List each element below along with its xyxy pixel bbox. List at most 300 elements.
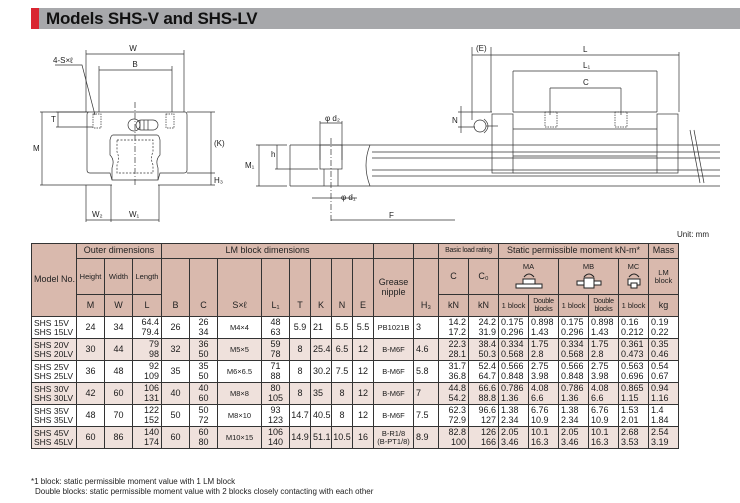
cell-L1-value: 59 xyxy=(270,339,281,350)
cell-C0-load xyxy=(469,405,499,427)
cell-B-value: 50 xyxy=(170,409,181,420)
cell-nipple-value: B-M6F xyxy=(382,366,405,376)
cell-K-value: 30.2 xyxy=(313,365,331,376)
cell-B-value: 32 xyxy=(170,343,181,354)
cell-N-value: 8 xyxy=(339,387,345,398)
cell-T xyxy=(290,361,311,383)
cell-MB-2-value: 4.08 xyxy=(591,383,609,394)
cell-model-value-lv: SHS 25LV xyxy=(34,370,74,381)
cell-MB-1 xyxy=(559,361,589,383)
cell-MC-1-value-lv: 3.53 xyxy=(621,436,639,447)
cell-C-load xyxy=(439,317,469,339)
cell-E-value: 16 xyxy=(357,431,368,442)
cell-E-value: 12 xyxy=(357,409,368,420)
cell-T-value: 14.9 xyxy=(291,431,309,442)
cell-MA-2-value-lv: 1.43 xyxy=(531,326,549,337)
cell-H3 xyxy=(414,427,439,449)
cell-MA-1-value-lv: 0.568 xyxy=(501,348,524,359)
cell-MA-2 xyxy=(529,361,559,383)
cell-M-value: 30 xyxy=(85,343,96,354)
cell-MA-1-value: 0.175 xyxy=(501,317,524,328)
cell-mass-value-lv: 3.19 xyxy=(651,436,669,447)
cell-MB-2 xyxy=(589,405,619,427)
cell-C0-load-value: 24.2 xyxy=(478,317,496,328)
cell-C-load-value: 44.8 xyxy=(448,383,466,394)
cell-model-value: SHS 45V xyxy=(34,427,69,438)
cell-mass-value-lv: 0.22 xyxy=(651,326,669,337)
cell-MA-1 xyxy=(499,317,529,339)
cell-MB-2-value: 10.1 xyxy=(591,427,609,438)
cell-MA-1-value-lv: 0.296 xyxy=(501,326,524,337)
cell-W xyxy=(105,339,133,361)
cell-L1 xyxy=(262,317,290,339)
cell-H3-value: 3 xyxy=(416,321,422,332)
cell-MA-2-value-lv: 6.6 xyxy=(531,392,544,403)
cell-L-value: 106 xyxy=(143,383,159,394)
cell-MA-1-value: 0.566 xyxy=(501,361,524,372)
header-basic-load-rating: Basic load rating xyxy=(439,244,499,259)
cell-MA-2-value: 0.898 xyxy=(531,317,554,328)
cell-C-value-lv: 72 xyxy=(198,414,209,425)
cell-T xyxy=(290,317,311,339)
cell-L-value: 140 xyxy=(143,427,159,438)
cell-C0-load-value: 38.4 xyxy=(478,339,496,350)
cell-L1 xyxy=(262,427,290,449)
cell-C0-load-value: 126 xyxy=(480,427,496,438)
header-kg: kg xyxy=(649,295,679,317)
label-M1: M₁ xyxy=(245,161,255,170)
cell-mass xyxy=(649,317,679,339)
cell-B-value: 40 xyxy=(170,387,181,398)
cell-M xyxy=(77,405,105,427)
label-W1: W₁ xyxy=(129,210,140,219)
cell-mass-value: 2.54 xyxy=(651,427,669,438)
cell-L-value: 122 xyxy=(143,405,159,416)
cell-W xyxy=(105,427,133,449)
cell-K xyxy=(311,383,332,405)
label-h: h xyxy=(271,150,276,159)
cell-H3-value: 7 xyxy=(416,387,422,398)
cell-H3 xyxy=(414,383,439,405)
cell-H3-value: 4.6 xyxy=(416,343,429,354)
cell-mass xyxy=(649,361,679,383)
cell-MB-1 xyxy=(559,317,589,339)
cell-K-value: 51.1 xyxy=(313,431,331,442)
cell-E xyxy=(353,317,374,339)
cell-E-value: 12 xyxy=(357,387,368,398)
cell-K xyxy=(311,361,332,383)
cell-C-load xyxy=(439,339,469,361)
cell-L-value-lv: 98 xyxy=(148,348,159,359)
cell-E xyxy=(353,427,374,449)
cell-N xyxy=(332,339,353,361)
cell-nipple-value: B-M6F xyxy=(382,410,405,420)
cell-MB-1-value: 2.05 xyxy=(561,427,579,438)
cell-C-load xyxy=(439,383,469,405)
cell-MC-1 xyxy=(619,405,649,427)
header-lm-block: LM block xyxy=(649,259,679,295)
cell-model-value: SHS 30V xyxy=(34,383,69,394)
label-screw: 4-S×ℓ xyxy=(53,56,73,65)
cell-N xyxy=(332,383,353,405)
header-outer-dimensions: Outer dimensions xyxy=(77,244,162,259)
cell-mass-value: 0.54 xyxy=(651,361,669,372)
header-width: Width xyxy=(105,259,133,295)
header-static-moment: Static permissible moment kN-m* xyxy=(499,244,649,259)
cell-T-value: 5.9 xyxy=(293,321,307,332)
cell-T-value: 8 xyxy=(297,343,303,354)
cell-M xyxy=(77,361,105,383)
cell-Sxl xyxy=(218,405,262,427)
cell-Sxl xyxy=(218,383,262,405)
cell-MA-2-value: 2.75 xyxy=(531,361,549,372)
cell-L-value-lv: 174 xyxy=(143,436,159,447)
cell-C0-load-value: 96.6 xyxy=(478,405,496,416)
label-W: W xyxy=(129,44,137,53)
cell-MA-1 xyxy=(499,405,529,427)
header-L1: L₁ xyxy=(262,259,290,317)
cell-model xyxy=(32,405,77,427)
cell-MA-1-value: 2.05 xyxy=(501,427,519,438)
cell-C-load-value-lv: 54.2 xyxy=(448,392,466,403)
header-model-no: Model No. xyxy=(32,244,77,317)
cell-MA-1-value: 1.38 xyxy=(501,405,519,416)
unit-label: Unit: mm xyxy=(677,230,709,239)
cell-L1 xyxy=(262,361,290,383)
cell-C0-load-value-lv: 88.8 xyxy=(478,392,496,403)
cell-model xyxy=(32,361,77,383)
cell-Sxl-value: M10×15 xyxy=(225,432,254,442)
cell-Sxl xyxy=(218,361,262,383)
moment-pitch-icon xyxy=(511,270,547,290)
cell-Sxl xyxy=(218,339,262,361)
cell-T-value: 8 xyxy=(297,365,303,376)
table-row xyxy=(32,427,679,449)
cell-C-load-value: 14.2 xyxy=(448,317,466,328)
cell-nipple-value: B-M6F xyxy=(382,344,405,354)
label-M: M xyxy=(33,144,40,153)
cell-E xyxy=(353,339,374,361)
cell-MC-1-value-lv: 0.696 xyxy=(621,370,644,381)
cell-C xyxy=(190,427,218,449)
header-W: W xyxy=(105,295,133,317)
cell-M-value: 24 xyxy=(85,321,96,332)
cell-W-value: 70 xyxy=(113,409,124,420)
cell-C xyxy=(190,317,218,339)
cell-C0-load-value-lv: 31.9 xyxy=(478,326,496,337)
cell-C-value-lv: 50 xyxy=(198,348,209,359)
header-kN-2: kN xyxy=(469,295,499,317)
cell-nipple-value: B-M6F xyxy=(382,388,405,398)
header-C-load: C xyxy=(439,259,469,295)
label-L1: L₁ xyxy=(583,61,591,70)
cell-MB-1-value-lv: 0.848 xyxy=(561,370,584,381)
cell-MA-1-value: 0.786 xyxy=(501,383,524,394)
cell-model-value-lv: SHS 35LV xyxy=(34,414,74,425)
table-row xyxy=(32,361,679,383)
header-T: T xyxy=(290,259,311,317)
header-L: L xyxy=(133,295,162,317)
cell-MA-1-value-lv: 1.36 xyxy=(501,392,519,403)
cell-N-value: 6.5 xyxy=(335,343,349,354)
cell-M xyxy=(77,317,105,339)
cell-T-value: 8 xyxy=(297,387,303,398)
header-E: E xyxy=(353,259,374,317)
cell-nipple xyxy=(374,427,414,449)
cell-MC-1-value-lv: 0.473 xyxy=(621,348,644,359)
cell-C0-load xyxy=(469,317,499,339)
cell-W-value: 60 xyxy=(113,387,124,398)
cell-E xyxy=(353,383,374,405)
cell-L-value-lv: 131 xyxy=(143,392,159,403)
cell-MA-2 xyxy=(529,405,559,427)
cell-MB-1-value-lv: 1.36 xyxy=(561,392,579,403)
cell-L1-value-lv: 88 xyxy=(270,370,281,381)
cell-C xyxy=(190,361,218,383)
cell-MB-1 xyxy=(559,383,589,405)
cell-MB-1-value-lv: 0.296 xyxy=(561,326,584,337)
cell-L1-value: 71 xyxy=(270,361,281,372)
cell-C xyxy=(190,405,218,427)
cell-B-value: 60 xyxy=(170,431,181,442)
cell-L1 xyxy=(262,339,290,361)
cell-N xyxy=(332,427,353,449)
cell-MB-2-value: 2.75 xyxy=(591,361,609,372)
cell-Sxl-value: M5×5 xyxy=(230,344,249,354)
cell-H3-value: 8.9 xyxy=(416,431,429,442)
cell-mass-value-lv: 0.46 xyxy=(651,348,669,359)
cell-MB-2-value-lv: 2.8 xyxy=(591,348,604,359)
cell-K-value: 35 xyxy=(313,387,324,398)
cell-Sxl-value: M8×10 xyxy=(227,410,252,420)
cell-L1 xyxy=(262,383,290,405)
label-W2: W₂ xyxy=(92,210,103,219)
cell-C0-load xyxy=(469,427,499,449)
cell-MB-2-value: 0.898 xyxy=(591,317,614,328)
header-grease-nipple: Grease nipple xyxy=(374,259,414,317)
cell-C0-load-value: 52.4 xyxy=(478,361,496,372)
cell-C0-load-value-lv: 64.7 xyxy=(478,370,496,381)
cell-C-load-value-lv: 100 xyxy=(450,436,466,447)
header-MB xyxy=(559,259,619,295)
cell-MA-1 xyxy=(499,361,529,383)
cell-nipple xyxy=(374,383,414,405)
cell-model xyxy=(32,339,77,361)
cell-nipple-value: B-R1/8 xyxy=(381,428,406,438)
cell-M xyxy=(77,427,105,449)
header-N: N xyxy=(332,259,353,317)
spec-table xyxy=(31,243,679,449)
cell-MC-1-value: 0.361 xyxy=(621,339,644,350)
cell-MA-1-value-lv: 2.34 xyxy=(501,414,519,425)
cell-C-value-lv: 60 xyxy=(198,392,209,403)
cell-MA-1 xyxy=(499,383,529,405)
cell-Sxl-value: M6×6.5 xyxy=(226,366,253,376)
cell-L-value: 92 xyxy=(148,361,159,372)
cell-M-value: 60 xyxy=(85,431,96,442)
cell-MC-1-value: 2.68 xyxy=(621,427,639,438)
label-F: F xyxy=(389,211,394,220)
cell-H3 xyxy=(414,317,439,339)
cell-MC-1-value: 0.865 xyxy=(621,383,644,394)
cell-MB-1 xyxy=(559,339,589,361)
cell-K xyxy=(311,317,332,339)
cell-MA-2 xyxy=(529,317,559,339)
cell-mass xyxy=(649,405,679,427)
label-L: L xyxy=(583,45,588,54)
cell-L xyxy=(133,427,162,449)
cell-C-value: 36 xyxy=(198,339,209,350)
cell-MB-2 xyxy=(589,339,619,361)
cell-H3 xyxy=(414,339,439,361)
cell-MA-2-value: 1.75 xyxy=(531,339,549,350)
cell-MC-1-value: 0.16 xyxy=(621,317,639,328)
cell-MB-2-value-lv: 1.43 xyxy=(591,326,609,337)
header-blank-h3 xyxy=(414,244,439,259)
header-length: Length xyxy=(133,259,162,295)
cell-L xyxy=(133,405,162,427)
cell-C xyxy=(190,383,218,405)
cell-MB-1-value-lv: 3.46 xyxy=(561,436,579,447)
cell-T xyxy=(290,405,311,427)
cell-model xyxy=(32,427,77,449)
cell-MC-1 xyxy=(619,383,649,405)
cell-MB-2 xyxy=(589,427,619,449)
header-MC xyxy=(619,259,649,295)
cell-L1-value-lv: 78 xyxy=(270,348,281,359)
cell-MC-1-value: 1.53 xyxy=(621,405,639,416)
section-title-bar xyxy=(31,8,740,29)
cell-N-value: 5.5 xyxy=(335,321,349,332)
cell-M-value: 36 xyxy=(85,365,96,376)
cell-nipple xyxy=(374,317,414,339)
cell-L1-value: 80 xyxy=(270,383,281,394)
cell-MA-1-value-lv: 3.46 xyxy=(501,436,519,447)
cell-C0-load xyxy=(469,339,499,361)
cell-H3-value: 5.8 xyxy=(416,365,429,376)
header-M: M xyxy=(77,295,105,317)
cell-L xyxy=(133,361,162,383)
cell-MA-2 xyxy=(529,383,559,405)
cell-L1-value: 48 xyxy=(270,317,281,328)
cell-C-load-value-lv: 17.2 xyxy=(448,326,466,337)
cell-K-value: 40.5 xyxy=(313,409,331,420)
cell-L1-value: 106 xyxy=(267,427,284,438)
header-MA-1-block: 1 block xyxy=(499,295,529,317)
side-view-drawing xyxy=(452,44,704,183)
label-T: T xyxy=(51,115,56,124)
cell-M xyxy=(77,339,105,361)
cell-H3 xyxy=(414,405,439,427)
cell-W xyxy=(105,383,133,405)
cell-C-load xyxy=(439,361,469,383)
cell-C-value: 40 xyxy=(198,383,209,394)
cell-E xyxy=(353,405,374,427)
cell-L1-value-lv: 123 xyxy=(267,414,284,425)
cell-W-value: 86 xyxy=(113,431,124,442)
cell-K xyxy=(311,339,332,361)
cell-L1-value-lv: 63 xyxy=(270,326,281,337)
header-B: B xyxy=(162,259,190,317)
header-MB-label: MB xyxy=(582,261,595,271)
cell-Sxl xyxy=(218,427,262,449)
cell-C-load xyxy=(439,405,469,427)
cell-Sxl-value: M8×8 xyxy=(230,388,249,398)
cell-MB-1-value: 0.786 xyxy=(561,383,584,394)
cell-L-value-lv: 109 xyxy=(143,370,159,381)
cell-C-load-value: 62.3 xyxy=(448,405,466,416)
cell-nipple xyxy=(374,339,414,361)
cell-K xyxy=(311,427,332,449)
header-MB-double-blocks: Double blocks xyxy=(589,295,619,317)
cell-C-value: 50 xyxy=(198,405,209,416)
footnote-line-1: *1 block: static permissible moment value with 1 LM block xyxy=(31,477,236,486)
header-H3: H₃ xyxy=(414,259,439,317)
cell-MA-2-value: 4.08 xyxy=(531,383,549,394)
cell-MB-2-value-lv: 16.3 xyxy=(591,436,609,447)
header-lm-block-dimensions: LM block dimensions xyxy=(162,244,374,259)
cell-M xyxy=(77,383,105,405)
cell-C-load-value-lv: 28.1 xyxy=(448,348,466,359)
header-C: C xyxy=(190,259,218,317)
cell-W-value: 48 xyxy=(113,365,124,376)
cell-MB-2-value-lv: 3.98 xyxy=(591,370,609,381)
cell-K xyxy=(311,405,332,427)
cell-C-load-value: 82.8 xyxy=(448,427,466,438)
label-E: (E) xyxy=(476,44,487,53)
cell-mass xyxy=(649,427,679,449)
cell-MA-1 xyxy=(499,427,529,449)
cell-mass-value-lv: 1.16 xyxy=(651,392,669,403)
cell-C-value: 60 xyxy=(198,427,209,438)
cell-B-value: 26 xyxy=(170,321,181,332)
cell-C-value: 35 xyxy=(198,361,209,372)
cell-W-value: 34 xyxy=(113,321,124,332)
cell-N xyxy=(332,361,353,383)
header-height: Height xyxy=(77,259,105,295)
cell-L xyxy=(133,383,162,405)
header-MA xyxy=(499,259,559,295)
cell-model xyxy=(32,383,77,405)
cell-mass-value: 0.35 xyxy=(651,339,669,350)
cell-MB-2-value: 1.75 xyxy=(591,339,609,350)
cell-MB-2 xyxy=(589,383,619,405)
cell-K-value: 21 xyxy=(313,321,324,332)
cell-W-value: 44 xyxy=(113,343,124,354)
cell-L1-value-lv: 140 xyxy=(267,436,284,447)
label-K: (K) xyxy=(214,139,225,148)
cell-MA-2 xyxy=(529,427,559,449)
cell-C0-load-value-lv: 166 xyxy=(480,436,496,447)
cell-C-value: 26 xyxy=(198,317,209,328)
cell-mass xyxy=(649,383,679,405)
cell-B xyxy=(162,383,190,405)
cell-Sxl-value: M4×4 xyxy=(230,322,249,332)
cell-L-value-lv: 152 xyxy=(143,414,159,425)
cell-MB-2-value-lv: 6.6 xyxy=(591,392,604,403)
cell-MC-1 xyxy=(619,427,649,449)
cell-MB-2-value-lv: 10.9 xyxy=(591,414,609,425)
cell-N-value: 8 xyxy=(339,409,345,420)
cell-C-value-lv: 80 xyxy=(198,436,209,447)
label-H3: H₃ xyxy=(214,176,224,185)
cell-MC-1-value: 0.563 xyxy=(621,361,644,372)
cell-MB-1-value: 1.38 xyxy=(561,405,579,416)
cell-MB-1-value: 0.566 xyxy=(561,361,584,372)
cell-mass-value: 1.4 xyxy=(651,405,664,416)
table-row xyxy=(32,339,679,361)
cell-L xyxy=(133,317,162,339)
